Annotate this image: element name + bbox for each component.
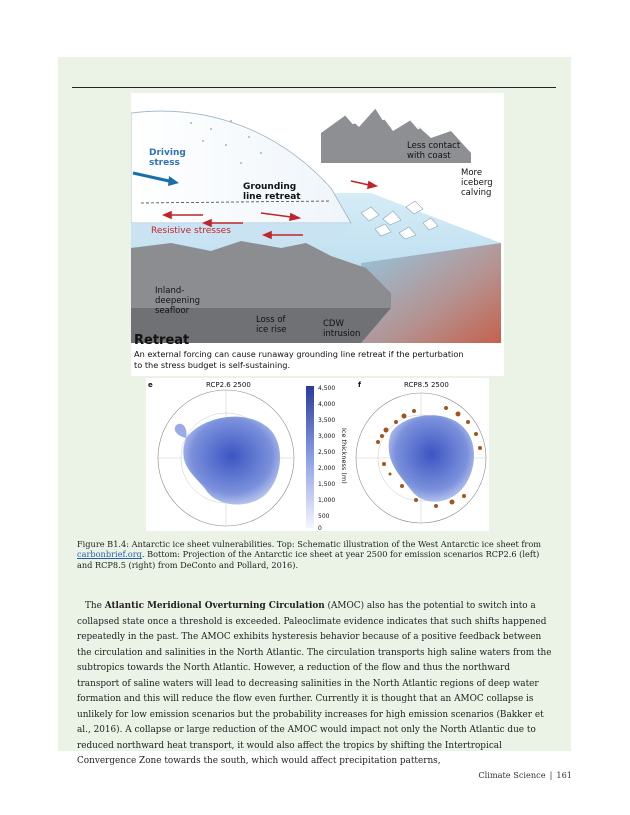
less-contact-label: Less contact with coast: [407, 141, 461, 161]
carbonbrief-link[interactable]: carbonbrief.org: [77, 549, 142, 560]
ice-thickness-maps-figure: [146, 378, 489, 531]
svg-text:3,500: 3,500: [318, 417, 336, 424]
top-rule: [72, 87, 556, 88]
svg-text:3,000: 3,000: [318, 433, 336, 440]
ice-sheet-schematic-figure: [131, 93, 504, 376]
panel-f-letter: f: [358, 381, 362, 389]
panel-e-letter: e: [148, 381, 153, 389]
svg-text:1,000: 1,000: [318, 497, 336, 504]
resistive-stresses-label: Resistive stresses: [151, 226, 231, 236]
ice-thickness-maps: [146, 378, 489, 531]
svg-text:1,500: 1,500: [318, 481, 336, 488]
page-footer: [478, 770, 572, 780]
colorbar-title: Ice thickness (m): [340, 428, 348, 484]
more-iceberg-label: More iceberg calving: [461, 168, 493, 198]
svg-text:500: 500: [318, 513, 330, 520]
loss-of-ice-rise-label: Loss of ice rise: [256, 315, 287, 335]
grounding-line-retreat-label: Grounding line retreat: [243, 182, 301, 202]
driving-stress-label: Driving stress: [149, 148, 186, 168]
footer-title: Climate Science: [478, 770, 546, 780]
ice-sheet-schematic: [131, 93, 504, 376]
inland-seafloor-label: Inland- deepening seafloor: [155, 286, 201, 316]
cdw-intrusion-label: CDW intrusion: [323, 319, 361, 339]
colorbar-ticks: [318, 385, 335, 531]
retreat-title: Retreat: [134, 333, 190, 348]
panel-f-title: RCP8.5 2500: [404, 381, 449, 389]
amoc-term: Atlantic Meridional Overturning Circulation: [104, 601, 325, 611]
footer-separator: |: [549, 770, 553, 780]
page-number: 161: [556, 770, 572, 780]
svg-text:2,500: 2,500: [318, 449, 336, 456]
svg-text:0: 0: [318, 525, 322, 531]
panel-e-title: RCP2.6 2500: [206, 381, 251, 389]
colorbar: [306, 386, 314, 528]
svg-text:2,000: 2,000: [318, 465, 336, 472]
amoc-paragraph: The Atlantic Meridional Overturning Circulation (AMOC) also has the potential to switch into a collapsed state once a threshold is exceeded. Paleoclimate evidence indicates that such shifts happened repeatedly in the past. The AMOC exhibits hysteresis behavior because of a positive feedback between the circulation and salinities in the North Atlantic. The circulation transports high saline waters from the subtropics towards the North Atlantic. However, a reduction of the flow and thus the northward transport of saline waters will lead to decreasing salinities in the North Atlantic regions of deep water formation and this will reduce the flow even further. Currently it is thought that an AMOC collapse is unlikely for low emission scenarios but the probability increases for high emission scenarios (Bakker et al., 2016). A collapse or large reduction of the AMOC would impact not only the North Atlantic due to reduced northward heat transport, it would also affect the tropics by shifting the Intertropical Convergence Zone towards the south, which would affect precipitation patterns,: [77, 601, 552, 766]
svg-text:4,000: 4,000: [318, 401, 336, 408]
figure-caption: Figure B1.4: Antarctic ice sheet vulnerabilities. Top: Schematic illustration of the West Antarctic ice sheet from carbonbrief.org. Bottom: Projection of the Antarctic ice sheet at year 2500 for emission scenarios RCP2.6 (left) and RCP8.5 (right) from DeConto and Pollard, 2016).: [77, 539, 542, 570]
svg-text:4,500: 4,500: [318, 385, 336, 392]
retreat-description: An external forcing can cause runaway grounding line retreat if the perturbation to the stress budget is self-sustaining.: [134, 349, 464, 370]
